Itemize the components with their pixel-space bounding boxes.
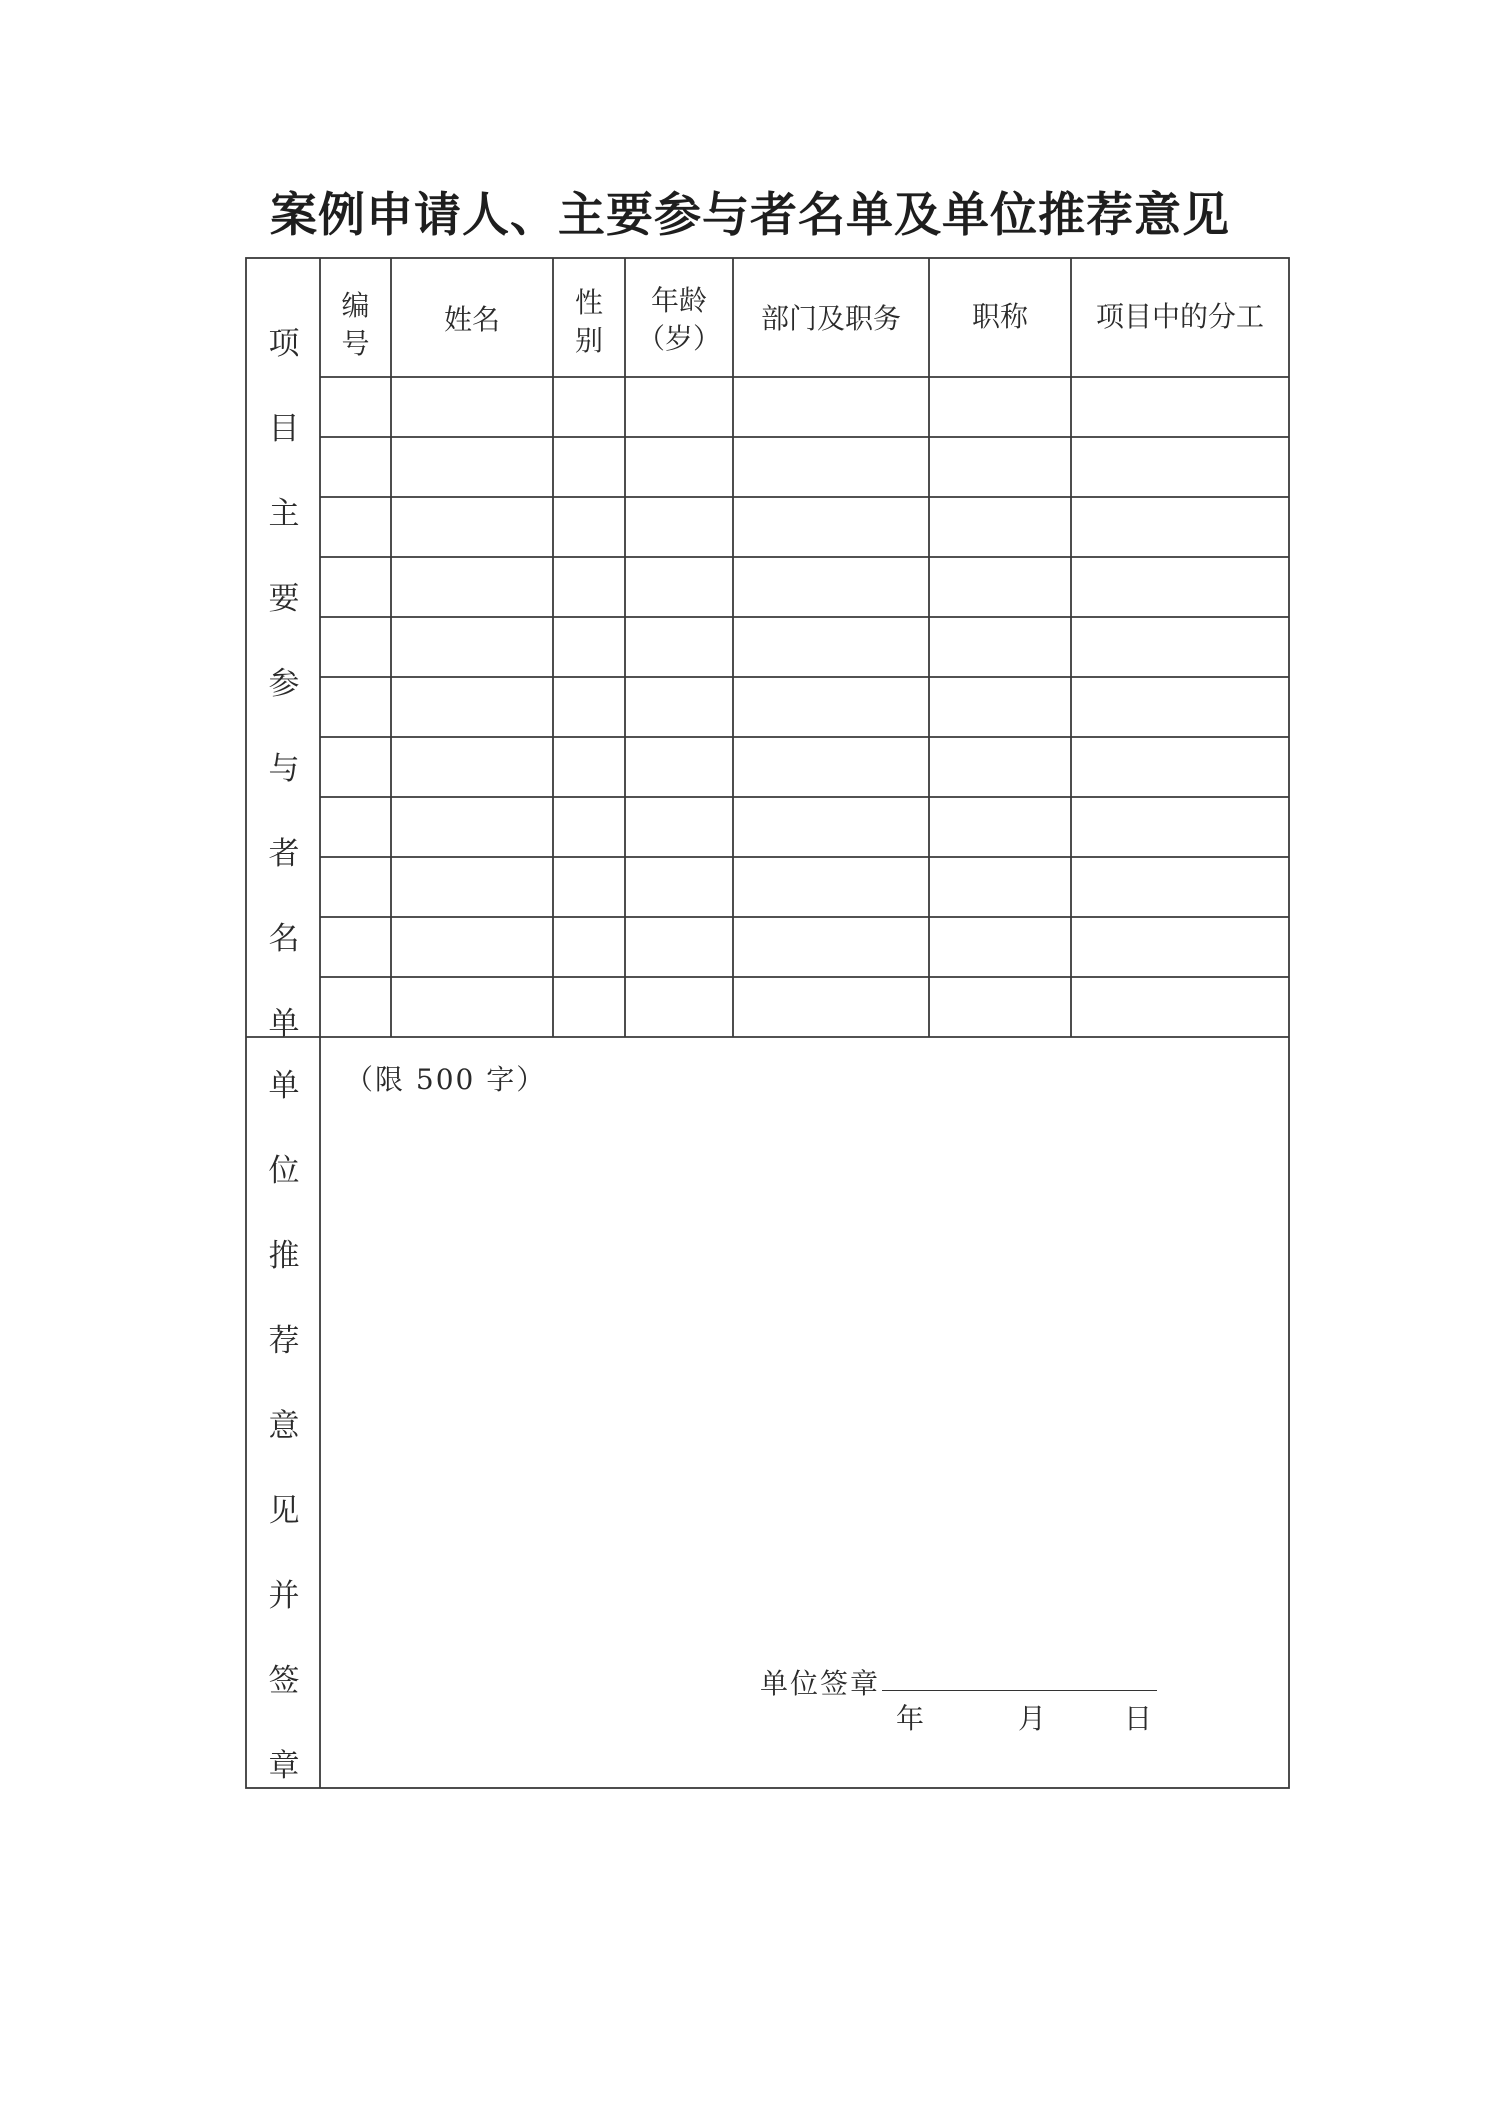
date-month-label: 月 [1018,1702,1047,1735]
header-title: 职称 [971,300,1028,333]
header-gender: 性 别 [574,286,603,357]
table-border [246,258,1289,1788]
date-day-label: 日 [1124,1702,1153,1735]
section-label-recommendation: 单 位 推 荐 意 见 并 签 章 [268,1068,300,1784]
header-name: 姓名 [443,303,500,336]
header-role: 项目中的分工 [1095,300,1264,333]
header-department: 部门及职务 [760,302,901,335]
date-year-label: 年 [896,1702,925,1735]
header-number: 编 号 [341,289,370,360]
signature-label: 单位签章 [760,1667,881,1700]
signature-line [882,1690,1157,1691]
header-age: 年龄 （岁） [636,284,721,355]
page-title: 案例申请人、主要参与者名单及单位推荐意见 [270,188,1230,243]
word-limit-note: （限 500 字） [345,1063,547,1096]
section-label-participants: 项 目 主 要 参 与 者 名 单 [268,326,300,1042]
